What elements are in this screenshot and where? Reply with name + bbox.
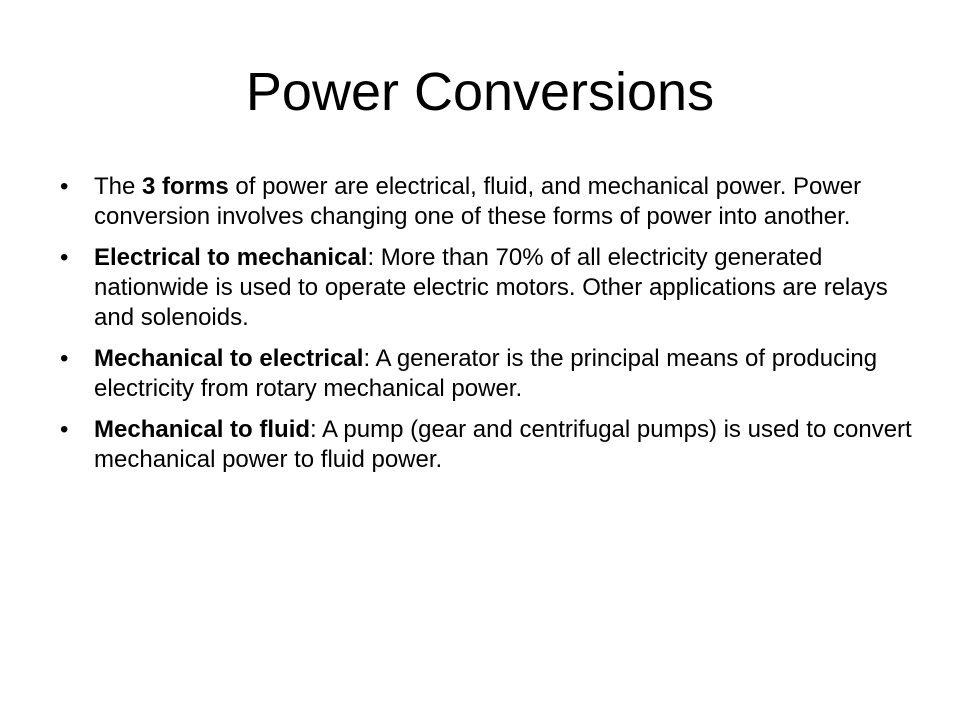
bullet-icon: •	[60, 173, 69, 200]
bullet-item-mechanical-to-electrical	[56, 344, 916, 404]
bullet-bold-label: 3 forms	[142, 173, 229, 200]
bullet-item-forms	[56, 172, 916, 232]
bullet-bold-label: Mechanical to electrical	[94, 345, 364, 372]
bullet-text: : More than 70% of all electricity generated nationwide is used to operate electric motors. Other applications are relays and solenoids.	[94, 244, 888, 331]
bullet-item-electrical-to-mechanical	[56, 243, 916, 333]
bullet-icon: •	[60, 416, 69, 443]
bullet-text: : A generator is the principal means of producing electricity from rotary mechanical power.	[94, 345, 878, 402]
bullet-icon: •	[60, 345, 69, 372]
bullet-list	[56, 172, 916, 486]
slide-title: Power Conversions	[245, 62, 715, 122]
bullet-icon: •	[60, 244, 69, 271]
bullet-text-pre: The	[94, 173, 143, 200]
bullet-bold-label: Electrical to mechanical	[94, 244, 368, 271]
bullet-bold-label: Mechanical to fluid	[94, 416, 311, 443]
bullet-text: : A pump (gear and centrifugal pumps) is used to convert mechanical power to fluid power.	[94, 416, 912, 473]
bullet-item-mechanical-to-fluid	[56, 415, 916, 475]
bullet-text: of power are electrical, fluid, and mechanical power. Power conversion involves changing one of these forms of power into another.	[94, 173, 862, 230]
